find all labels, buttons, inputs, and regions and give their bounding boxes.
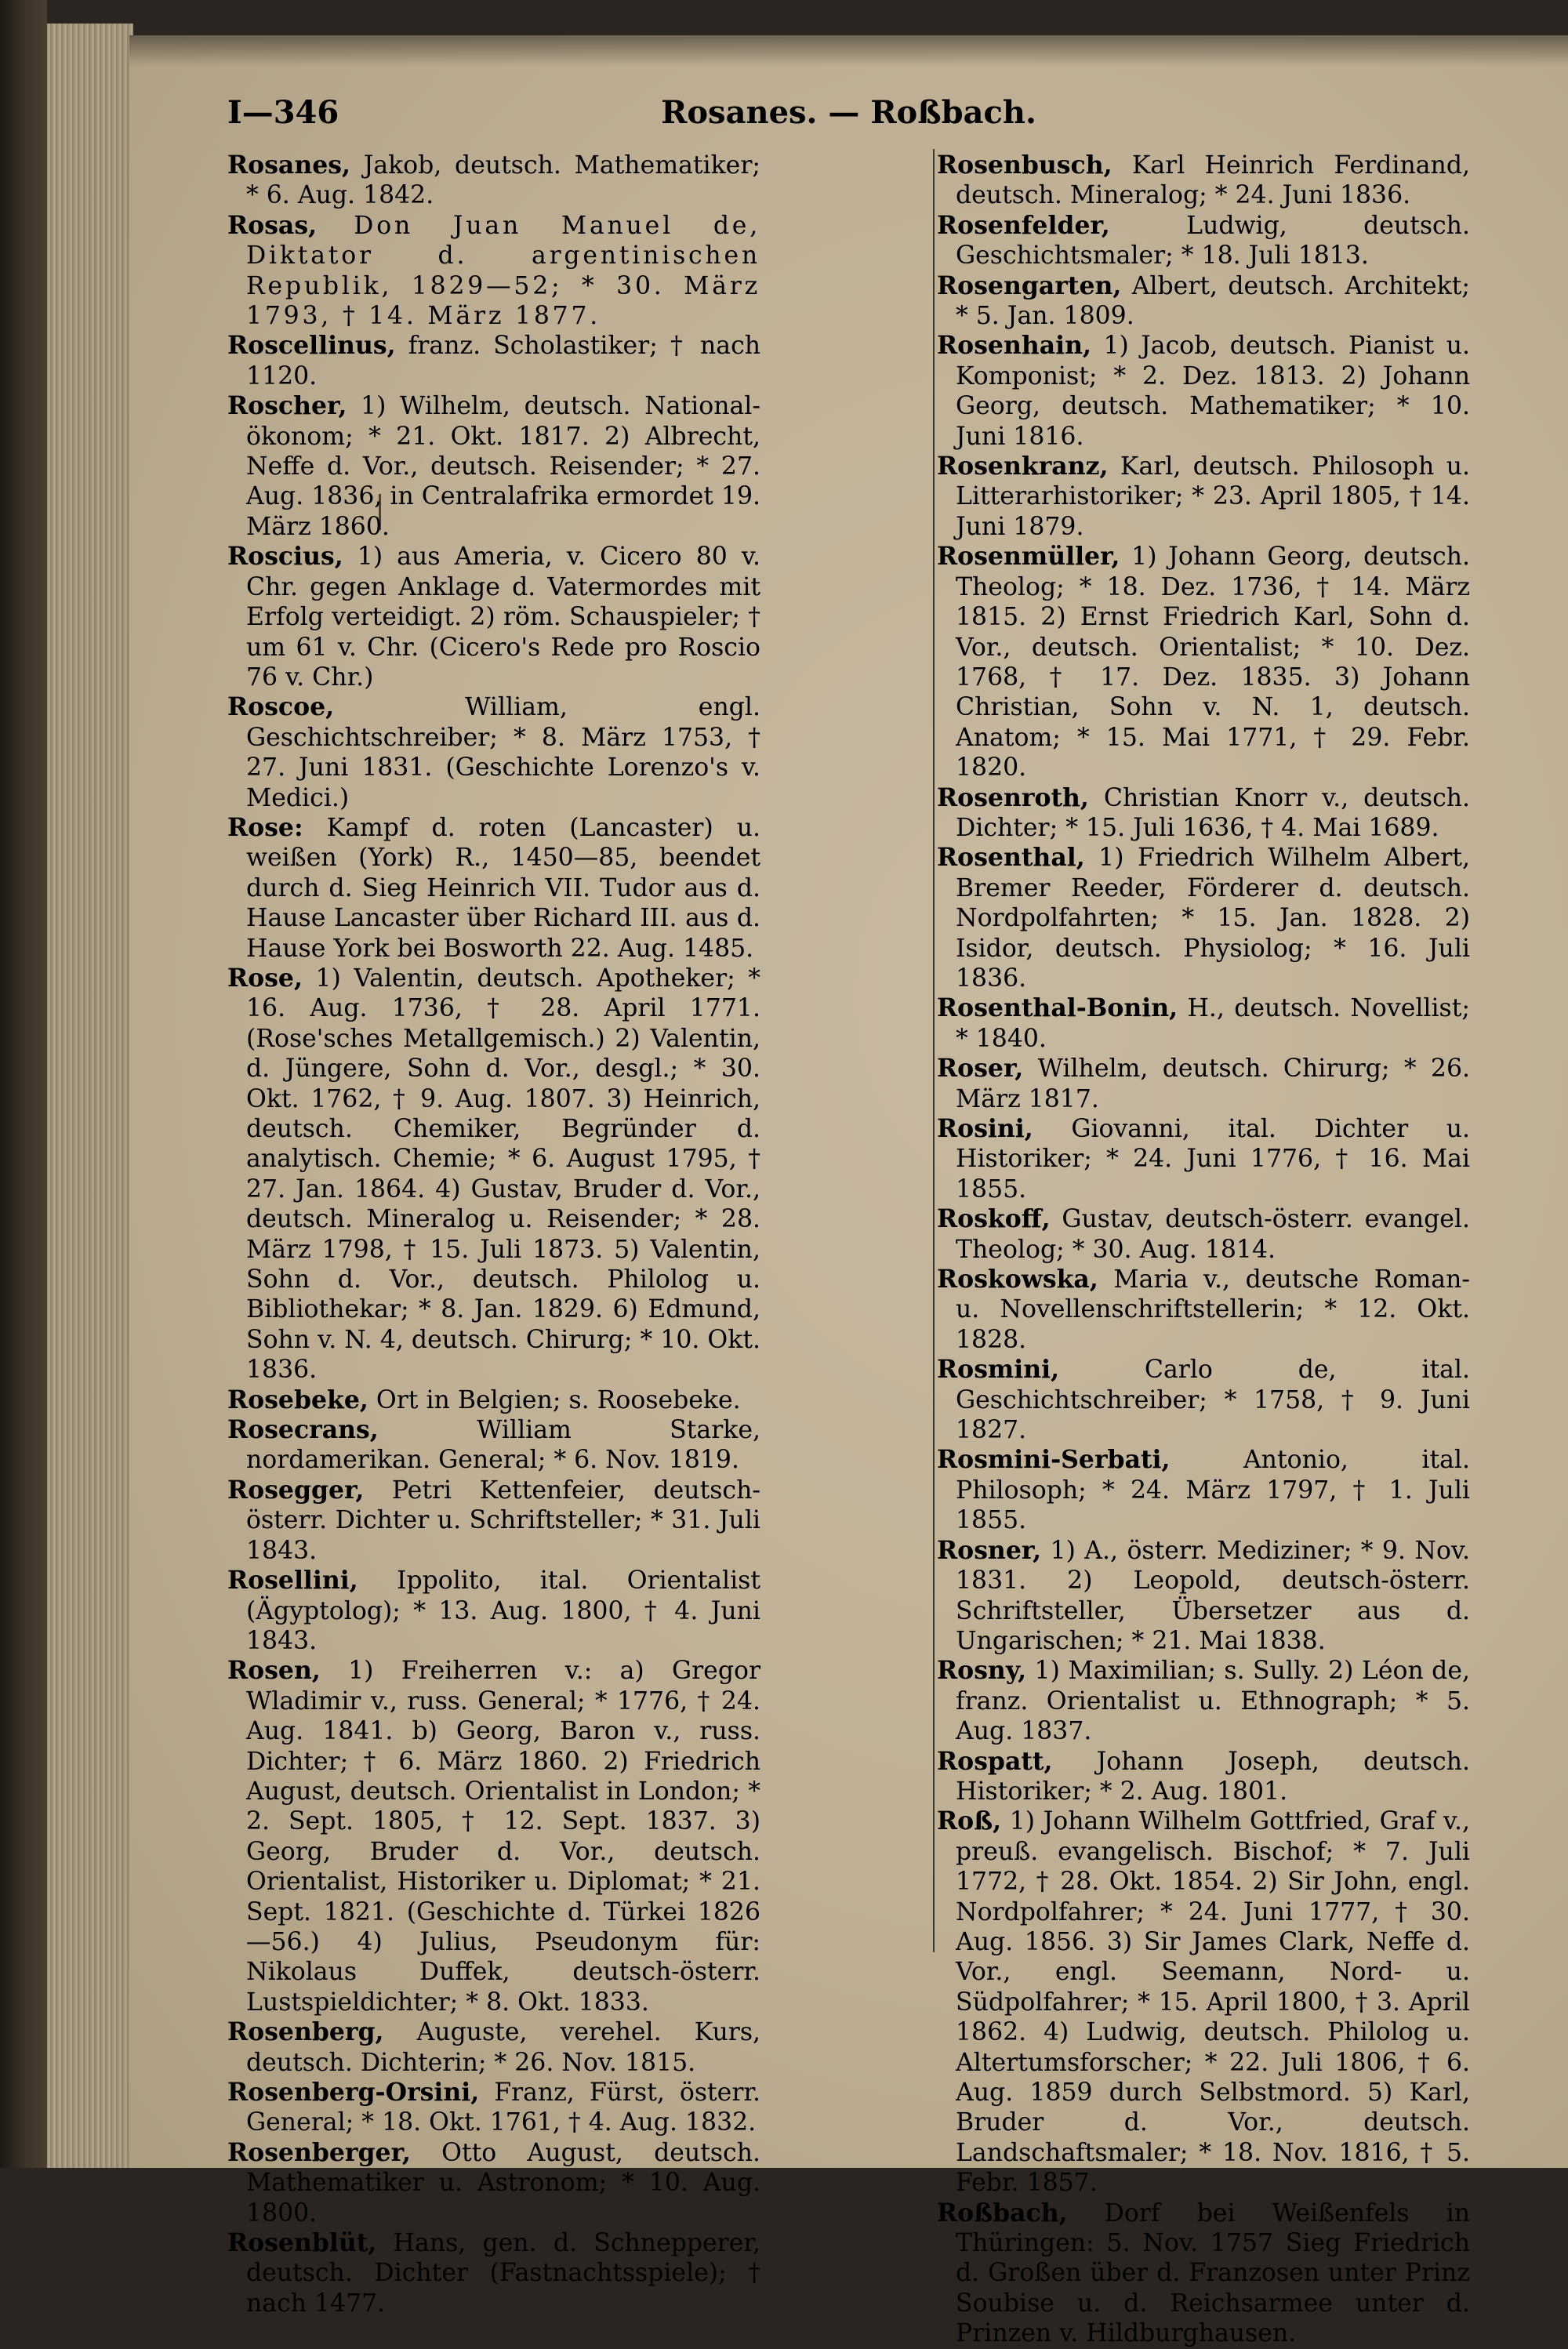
entry-text: Dorf bei Weißenfels in Thüringen: 5. Nov. 1757 Sieg Friedrich d. Großen über d. Franzosen unter Prinz Soubise u. d. Reichsarmee unter d. Prinzen v. Hildburghausen. [956, 2198, 1470, 2348]
entry-text: 1) Friedrich Wilhelm Albert, Bremer Reeder, Förderer d. deutsch. Nordpolfahrten; * 15. Jan. 1828. 2) Isidor, deutsch. Physiolog; * 16. Juli 1836. [956, 844, 1470, 993]
entry-text: Ludwig, deutsch. Geschichtsmaler; * 18. Juli 1813. [956, 211, 1470, 270]
dictionary-entry [937, 211, 1470, 271]
entry-text: 1) aus Ameria, v. Cicero 80 v. Chr. gegen Anklage d. Vatermordes mit Erfolg verteidigt. 2) röm. Schauspieler; † um 61 v. Chr. (Cicero's Rede pro Roscio 76 v. Chr.) [246, 543, 760, 692]
entry-headword: Roser, [937, 1054, 1024, 1084]
dictionary-entry [227, 2228, 760, 2318]
entry-headword: Rospatt, [937, 1746, 1053, 1776]
dictionary-entry [227, 542, 760, 692]
entry-headword: Rosebeke, [227, 1385, 368, 1414]
dictionary-entry [227, 692, 760, 813]
dictionary-entry [937, 1445, 1470, 1535]
dictionary-entry [937, 1054, 1470, 1114]
running-head: Rosanes. — Roßbach. [661, 94, 1036, 131]
entry-text: Karl Heinrich Ferdinand, deutsch. Mineralog; * 24. Juni 1836. [956, 151, 1470, 210]
entry-headword: Rosenblüt, [227, 2228, 377, 2258]
entry-headword: Roß, [937, 1806, 1002, 1836]
entry-text: franz. Scholastiker; † nach 1120. [246, 332, 760, 390]
entry-headword: Rosmini-Serbati, [937, 1445, 1171, 1475]
page-number: I—346 [227, 94, 339, 131]
dictionary-entry [937, 542, 1470, 782]
entry-headword: Rosecrans, [227, 1415, 379, 1445]
dictionary-entry [937, 993, 1470, 1054]
entry-text: Franz, Fürst, österr. General; * 18. Okt. 1761, † 4. Aug. 1832. [246, 2079, 760, 2137]
dictionary-entry [227, 813, 760, 964]
dictionary-entry [227, 1656, 760, 2017]
entry-text: Hans, gen. d. Schnepperer, deutsch. Dichter (Fastnachtsspiele); † nach 1477. [246, 2229, 760, 2318]
dictionary-entry [937, 452, 1470, 542]
entry-text: 1) Johann Wilhelm Gottfried, Graf v., preuß. evangelisch. Bischof; * 7. Juli 1772, † 28. Okt. 1854. 2) Sir John, engl. Nordpolfahrer; * 24. Juni 1777, † 30. Aug. 1856. 3) Sir James Clark, Neffe d. Vor., engl. Seemann, Nord- u. Südpolfahrer; * 15. April 1800, † 3. April 1862. 4) Ludwig, deutsch. Philolog u. Altertumsforscher; * 22. Juli 1806, † 6. Aug. 1859 durch Selbstmord. 5) Karl, Bruder d. Vor., deutsch. Landschaftsmaler; * 18. Nov. 1816, † 5. Febr. 1857. [956, 1807, 1470, 2198]
dictionary-entry [937, 1114, 1470, 1204]
entry-text: 1) Jacob, deutsch. Pianist u. Komponist; * 2. Dez. 1813. 2) Johann Georg, deutsch. Mathematiker; * 10. Juni 1816. [956, 332, 1471, 451]
entry-headword: Rosen, [227, 1656, 321, 1686]
entry-headword: Rosenkranz, [937, 452, 1109, 481]
dictionary-entry [937, 843, 1470, 993]
entry-text: Ort in Belgien; s. Roosebeke. [376, 1385, 741, 1414]
entry-headword: Rosengarten, [937, 270, 1122, 300]
dictionary-entry [937, 1265, 1470, 1355]
entry-text: William Starke, nordamerikan. General; * 6. Nov. 1819. [246, 1416, 760, 1475]
entry-headword: Roskoff, [937, 1204, 1051, 1234]
entry-headword: Rose, [227, 963, 303, 993]
dictionary-entry [937, 1747, 1470, 1807]
dictionary-entry [937, 331, 1470, 452]
entry-headword: Roscellinus, [227, 331, 396, 361]
entry-headword: Rosenberger, [227, 2137, 411, 2167]
entry-text: Don Juan Manuel de, Diktator d. argentinischen Republik, 1829—52; * 30. März 1793, † 14. März 1877. [246, 211, 760, 331]
column-divider [933, 149, 935, 1952]
page-header [227, 94, 1470, 141]
entry-text: 1) Wilhelm, deutsch. National-ökonom; * 21. Okt. 1817. 2) Albrecht, Neffe d. Vor., deutsch. Reisender; * 27. Aug. 1836, in Centralafrika ermordet 19. März 1860. [246, 392, 761, 541]
entry-headword: Rosenroth, [937, 782, 1089, 812]
entry-text: Karl, deutsch. Philosoph u. Litterarhistoriker; * 23. April 1805, † 14. Juni 1879. [956, 452, 1470, 541]
dictionary-entry [937, 271, 1470, 332]
entry-text: Johann Joseph, deutsch. Historiker; * 2. Aug. 1801. [956, 1747, 1470, 1806]
dictionary-entry [227, 2017, 760, 2078]
entry-text: Antonio, ital. Philosoph; * 24. März 1797, † 1. Juli 1855. [956, 1446, 1470, 1535]
dictionary-entry [227, 964, 760, 1385]
entry-text: 1) Maximilian; s. Sully. 2) Léon de, franz. Orientalist u. Ethnograph; * 5. Aug. 1837. [956, 1657, 1470, 1746]
entry-text: Jakob, deutsch. Mathematiker; * 6. Aug. 1842. [246, 151, 760, 210]
entry-text: Christian Knorr v., deutsch. Dichter; * 15. Juli 1636, † 4. Mai 1689. [956, 783, 1471, 842]
entry-headword: Rosellini, [227, 1566, 358, 1596]
dictionary-entry [227, 1385, 760, 1415]
page-shadow [129, 35, 1568, 67]
dictionary-entry [227, 331, 760, 391]
entry-text: Maria v., deutsche Roman- u. Novellenschriftstellerin; * 12. Okt. 1828. [956, 1265, 1470, 1354]
dictionary-entry [227, 1415, 760, 1476]
entry-text: Auguste, verehel. Kurs, deutsch. Dichterin; * 26. Nov. 1815. [246, 2018, 760, 2077]
entry-headword: Rosenthal, [937, 843, 1085, 873]
entry-headword: Rosner, [937, 1535, 1042, 1565]
dictionary-entry [227, 151, 760, 211]
dictionary-entry [227, 391, 760, 542]
entry-headword: Rosenmüller, [937, 542, 1120, 572]
book-binding [0, 0, 47, 2168]
entry-headword: Rosas, [227, 210, 318, 240]
entry-text: Otto August, deutsch. Mathematiker u. Astronom; * 10. Aug. 1800. [246, 2138, 760, 2227]
entry-text: Carlo de, ital. Geschichtschreiber; * 1758, † 9. Juni 1827. [956, 1356, 1470, 1445]
page-stack-edges [47, 24, 133, 2168]
entry-headword: Rosenberg, [227, 2017, 384, 2047]
dictionary-entry [937, 151, 1470, 211]
entry-text: 1) A., österr. Mediziner; * 9. Nov. 1831. 2) Leopold, deutsch-österr. Schriftsteller, Übersetzer aus d. Ungarischen; * 21. Mai 1838. [956, 1536, 1470, 1655]
entry-text: 1) Johann Georg, deutsch. Theolog; * 18. Dez. 1736, † 14. März 1815. 2) Ernst Friedrich Karl, Sohn d. Vor., deutsch. Orientalist; * 10. Dez. 1768, † 17. Dez. 1835. 3) Johann Christian, Sohn v. N. 1, deutsch. Anatom; * 15. Mai 1771, † 29. Febr. 1820. [956, 543, 1471, 782]
dictionary-entry [937, 1806, 1470, 2198]
entry-text: Petri Kettenfeier, deutsch-österr. Dichter u. Schriftsteller; * 31. Juli 1843. [246, 1476, 760, 1565]
dictionary-entry [937, 1656, 1470, 1746]
entry-headword: Rosanes, [227, 151, 350, 180]
dictionary-entry [937, 1536, 1470, 1657]
entry-headword: Rosmini, [937, 1355, 1060, 1385]
right-column [937, 151, 1470, 2349]
entry-headword: Roßbach, [937, 2198, 1068, 2227]
entry-text: Gustav, deutsch-österr. evangel. Theolog; * 30. Aug. 1814. [956, 1205, 1470, 1264]
entry-text: 1) Valentin, deutsch. Apotheker; * 16. Aug. 1736, † 28. April 1771. (Rose'sches Metallgemisch.) 2) Valentin, d. Jüngere, Sohn d. Vor., desgl.; * 30. Okt. 1762, † 9. Aug. 1807. 3) Heinrich, deutsch. Chemiker, Begründer d. analytisch. Chemie; * 6. August 1795, † 27. Jan. 1864. 4) Gustav, Bruder d. Vor., deutsch. Mineralog u. Reisender; * 28. März 1798, † 15. Juli 1873. 5) Valentin, Sohn d. Vor., deutsch. Philolog u. Bibliothekar; * 8. Jan. 1829. 6) Edmund, Sohn v. N. 4, deutsch. Chirurg; * 10. Okt. 1836. [246, 964, 761, 1385]
entry-text: Albert, deutsch. Architekt; * 5. Jan. 1809. [956, 271, 1471, 331]
entry-text: Kampf d. roten (Lancaster) u. weißen (York) R., 1450—85, beendet durch d. Sieg Heinrich VII. Tudor aus d. Hause Lancaster über Richard III. aus d. Hause York bei Bosworth 22. Aug. 1485. [246, 813, 761, 963]
entry-headword: Rosenhain, [937, 331, 1092, 361]
entry-text: William, engl. Geschichtschreiber; * 8. März 1753, † 27. Juni 1831. (Geschichte Lorenzo's v. Medici.) [246, 693, 760, 812]
left-column [227, 151, 760, 2318]
entry-headword: Rosenberg-Orsini, [227, 2078, 480, 2107]
dictionary-entry [937, 1204, 1470, 1265]
entry-headword: Rosenbusch, [937, 151, 1112, 180]
dictionary-entry [227, 1566, 760, 1656]
entry-text: Ippolito, ital. Orientalist (Ägyptolog); * 13. Aug. 1800, † 4. Juni 1843. [246, 1567, 760, 1655]
dictionary-entry [227, 2078, 760, 2138]
dictionary-entry [937, 1355, 1470, 1445]
dictionary-entry [937, 2198, 1470, 2349]
entry-headword: Roscius, [227, 542, 343, 572]
entry-headword: Roscher, [227, 391, 347, 421]
entry-text: Wilhelm, deutsch. Chirurg; * 26. März 1817. [956, 1055, 1470, 1113]
dictionary-entry [227, 1476, 760, 1566]
dictionary-entry [227, 211, 760, 332]
entry-text: H., deutsch. Novellist; * 1840. [956, 994, 1470, 1053]
dictionary-entry [937, 783, 1470, 844]
entry-headword: Rosny, [937, 1656, 1027, 1686]
entry-headword: Roskowska, [937, 1265, 1098, 1294]
entry-headword: Roscoe, [227, 692, 335, 722]
entry-headword: Rosegger, [227, 1475, 365, 1505]
entry-text: 1) Freiherren v.: a) Gregor Wladimir v., russ. General; * 1776, † 24. Aug. 1841. b) Georg, Baron v., russ. Dichter; † 6. März 1860. 2) Friedrich August, deutsch. Orientalist in London; * 2. Sept. 1805, † 12. Sept. 1837. 3) Georg, Bruder d. Vor., deutsch. Orientalist, Historiker u. Diplomat; * 21. Sept. 1821. (Geschichte d. Türkei 1826—56.) 4) Julius, Pseudonym für: Nikolaus Duffek, deutsch-österr. Lustspieldichter; * 8. Okt. 1833. [246, 1657, 761, 2017]
entry-headword: Rose: [227, 812, 303, 842]
entry-headword: Rosenfelder, [937, 210, 1110, 240]
entry-headword: Rosenthal-Bonin, [937, 993, 1178, 1023]
entry-headword: Rosini, [937, 1114, 1033, 1143]
entry-text: Giovanni, ital. Dichter u. Historiker; * 24. Juni 1776, † 16. Mai 1855. [956, 1115, 1470, 1204]
dictionary-entry [227, 2138, 760, 2228]
